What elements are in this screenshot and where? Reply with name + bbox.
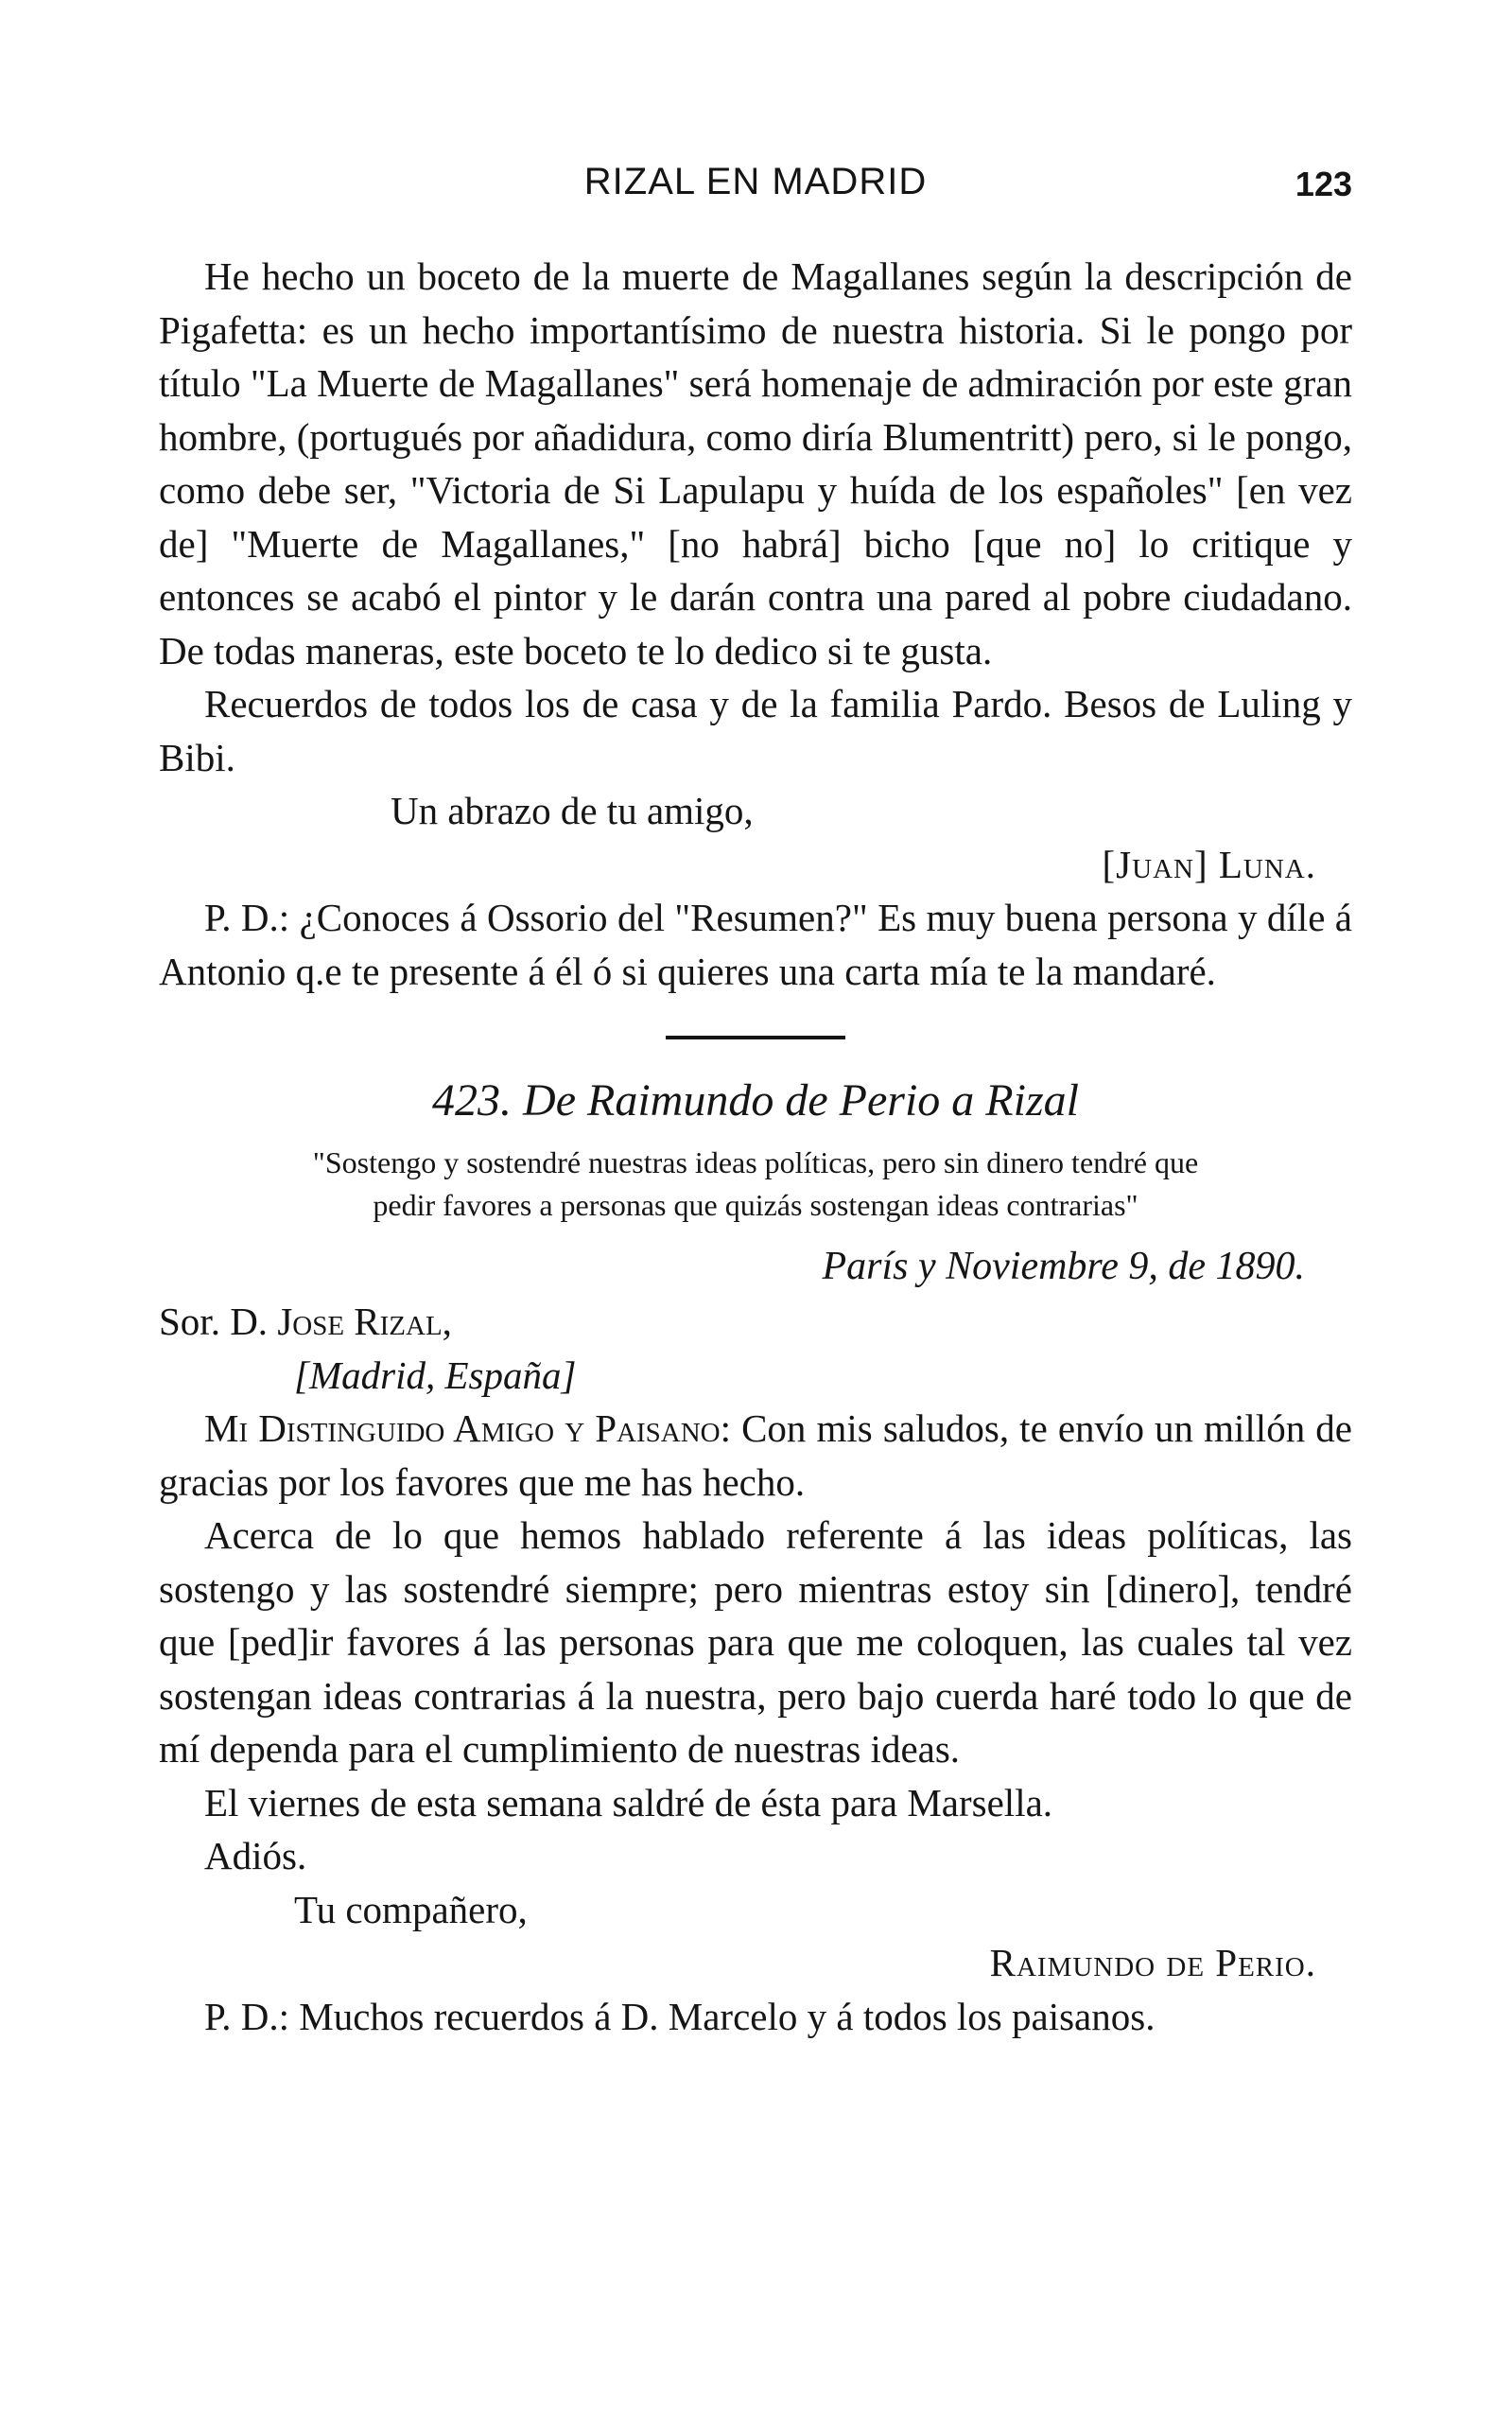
letter-423-summary	[157, 1142, 1354, 1238]
letter-422-paragraph-2: Recuerdos de todos los de casa y de la familia Pardo. Besos de Luling y Bibi.	[159, 682, 1352, 779]
letter-423-postscript: P. D.: Muchos recuerdos á D. Marcelo y á todos los paisanos.	[204, 1994, 1156, 2038]
section-divider	[666, 1036, 845, 1039]
letter-423-heading: 423. De Raimundo de Perio a Rizal	[432, 1075, 1079, 1126]
summary-line-1: "Sostengo y sostendré nuestras ideas políticas, pero sin dinero tendré que	[312, 1145, 1199, 1179]
letter-422-closing: Un abrazo de tu amigo,	[391, 789, 754, 832]
letter-422-postscript: P. D.: ¿Conoces á Ossorio del "Resumen?" Es muy buena persona y díle á Antonio q.e te presente á él ó si quieres una carta mía te la mandaré.	[159, 896, 1352, 993]
letter-423-addressee-place: [Madrid, España]	[294, 1353, 577, 1397]
letter-423-paragraph-1-text: Con mis saludos, te envío un millón de gracias por los favores que me has hecho.	[159, 1406, 1352, 1504]
letter-423-date: París y Noviembre 9, de 1890.	[822, 1245, 1305, 1288]
letter-422-paragraph-1: He hecho un boceto de la muerte de Magallanes según la descripción de Pigafetta: es un hecho importantísimo de nuestra historia. Si le pongo por título "La Muerte de Magallanes" será homenaje de admiración por este gran hombre, (portugués por añadidura, como diría Blumentritt) pero, si le pongo, como debe ser, "Victoria de Si Lapulapu y huída de los españoles" [en vez de] "Muerte de Magallanes," [no habrá] bicho [que no] lo critique y entonces se acabó el pintor y le darán contra una pared al pobre ciudadano. De todas maneras, este boceto te lo dedico si te gusta.	[159, 254, 1352, 672]
letter-423-paragraph-2: Acerca de lo que hemos hablado referente á las ideas políticas, las sostengo y las sostendré siempre; pero mientras estoy sin [dinero], tendré que [ped]ir favores á las personas para que me coloquen, las cuales tal vez sostengan ideas contrarias á la nuestra, pero bajo cuerda haré todo lo que de mí dependa para el cumplimiento de nuestras ideas.	[159, 1513, 1352, 1771]
running-title: RIZAL EN MADRID	[583, 161, 928, 202]
letter-423-salutation: Mi Distinguido Amigo y Paisano:	[204, 1406, 731, 1450]
letter-423-signature: Raimundo de Perio.	[989, 1941, 1316, 1984]
addressee-prefix: Sor. D.	[159, 1300, 278, 1343]
page-number: 123	[1295, 165, 1352, 203]
running-head	[159, 161, 1352, 218]
letter-423-closing: Tu compañero,	[294, 1887, 528, 1931]
letter-422-signature: [Juan] Luna.	[1102, 842, 1316, 886]
letter-423-paragraph-1	[159, 1402, 1352, 1509]
summary-line-2: pedir favores a personas que quizás sostengan ideas contrarias"	[373, 1188, 1138, 1222]
book-page	[159, 161, 1352, 2043]
letter-423-paragraph-3: El viernes de esta semana saldré de ésta para Marsella.	[204, 1780, 1053, 1824]
letter-423-addressee	[159, 1295, 1352, 1349]
addressee-name: Jose Rizal,	[277, 1300, 452, 1343]
letter-423-paragraph-4: Adiós.	[204, 1834, 307, 1877]
